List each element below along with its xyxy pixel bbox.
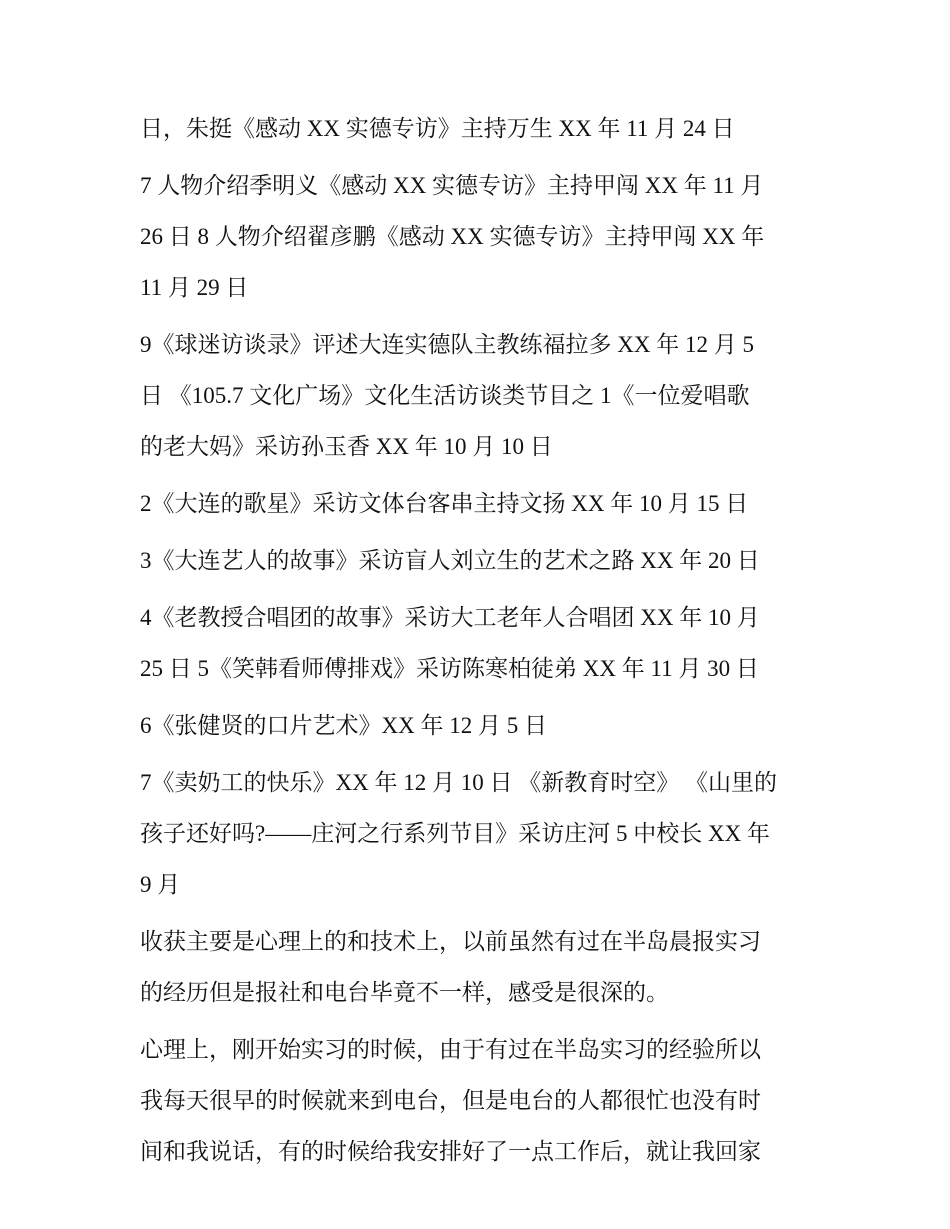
text-line: 26 日 8 人物介绍翟彦鹏《感动 XX 实德专访》主持甲闯 XX 年 (140, 224, 765, 249)
paragraph-7 (140, 700, 820, 751)
paragraph-6 (140, 592, 820, 694)
text-line: 日 《105.7 文化广场》文化生活访谈类节目之 1《一位爱唱歌 (140, 383, 750, 408)
paragraph-5 (140, 535, 820, 586)
text-line: 9 月 (140, 872, 181, 897)
text-line: 孩子还好吗?——庄河之行系列节目》采访庄河 5 中校长 XX 年 (140, 821, 770, 846)
text-line: 11 月 29 日 (140, 275, 249, 300)
text-line: 25 日 5《笑韩看师傅排戏》采访陈寒柏徒弟 XX 年 11 月 30 日 (140, 656, 759, 681)
text-line: 9《球迷访谈录》评述大连实德队主教练福拉多 XX 年 12 月 5 (140, 332, 754, 357)
paragraph-1 (140, 103, 820, 154)
paragraph-10 (140, 1024, 820, 1177)
paragraph-2 (140, 160, 820, 313)
text-line: 3《大连艺人的故事》采访盲人刘立生的艺术之路 XX 年 20 日 (140, 548, 760, 573)
document-body (140, 103, 820, 1183)
text-line: 6《张健贤的口片艺术》XX 年 12 月 5 日 (140, 713, 547, 738)
text-line: 7《卖奶工的快乐》XX 年 12 月 10 日 《新教育时空》 《山里的 (140, 770, 777, 795)
text-line: 4《老教授合唱团的故事》采访大工老年人合唱团 XX 年 10 月 (140, 605, 760, 630)
text-line: 2《大连的歌星》采访文体台客串主持文扬 XX 年 10 月 15 日 (140, 491, 749, 516)
text-line: 收获主要是心理上的和技术上，以前虽然有过在半岛晨报实习 (140, 929, 761, 954)
text-line: 日，朱挺《感动 XX 实德专访》主持万生 XX 年 11 月 24 日 (140, 116, 735, 141)
text-line: 心理上，刚开始实习的时候，由于有过在半岛实习的经验所以 (140, 1037, 761, 1062)
text-line: 我每天很早的时候就来到电台，但是电台的人都很忙也没有时 (140, 1088, 761, 1113)
paragraph-8 (140, 757, 820, 910)
text-line: 的老大妈》采访孙玉香 XX 年 10 月 10 日 (140, 434, 553, 459)
paragraph-9 (140, 916, 820, 1018)
paragraph-4 (140, 478, 820, 529)
text-line: 的经历但是报社和电台毕竟不一样，感受是很深的。 (140, 980, 669, 1005)
text-line: 7 人物介绍季明义《感动 XX 实德专访》主持甲闯 XX 年 11 月 (140, 173, 764, 198)
paragraph-3 (140, 319, 820, 472)
text-line: 间和我说话，有的时候给我安排好了一点工作后，就让我回家 (140, 1139, 761, 1164)
